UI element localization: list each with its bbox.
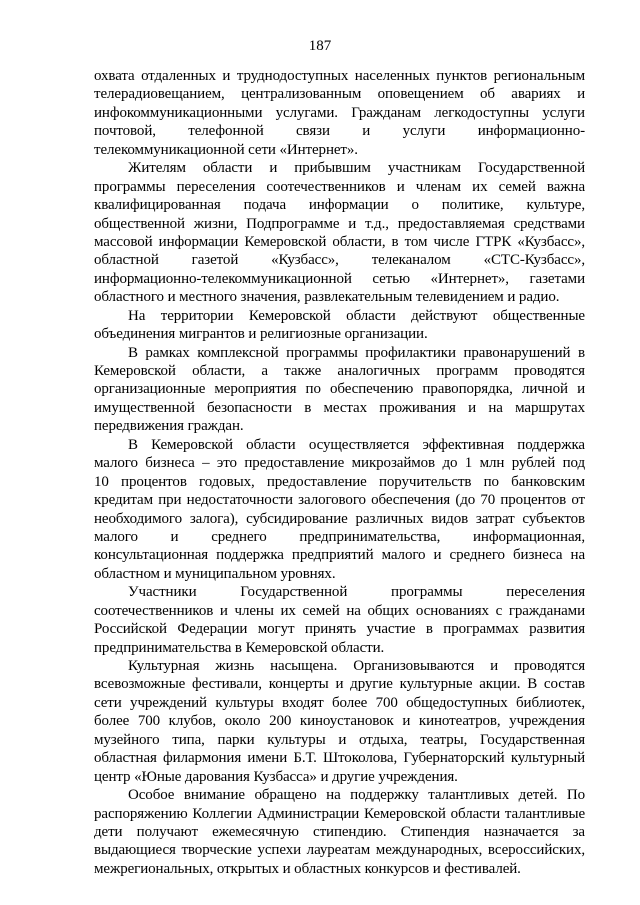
text-line: Кемеровской области, а также аналогичных программ проводятся bbox=[94, 363, 585, 379]
text-line: имущественной безопасности в местах проживания и на маршрутах bbox=[94, 399, 585, 416]
paragraph bbox=[94, 657, 585, 786]
text-line: программы переселения соотечественников и членам их семей важна bbox=[94, 178, 585, 195]
text-line: межрегиональных, открытых и областных конкурсов и фестивалей. bbox=[94, 860, 521, 877]
text-line: центр «Юные дарования Кузбасса» и другие учреждения. bbox=[94, 768, 458, 785]
text-line: В рамках комплексной программы профилактики правонарушений в bbox=[128, 344, 585, 361]
page-number: 187 bbox=[308, 38, 332, 54]
text-line: распоряжению Коллегии Администрации Кемеровской области талантливые bbox=[94, 805, 585, 822]
text-line: 10 процентов годовых, предоставление поручительств по банковским bbox=[94, 473, 585, 490]
text-line: областной газетой «Кузбасс», телеканалом «СТС-Кузбасс», bbox=[94, 252, 585, 269]
text-line: В Кемеровской области осуществляется эффективная поддержка bbox=[128, 436, 585, 453]
text-line: охвата отдаленных и труднодоступных населенных пунктов региональным bbox=[94, 68, 585, 84]
text-line: Российской Федерации могут принять участие в программах развития bbox=[94, 621, 585, 638]
text-line: сети учреждений культуры входят более 700 общедоступных библиотек, bbox=[94, 694, 585, 711]
text-line: передвижения граждан. bbox=[94, 418, 244, 435]
text-line: Жителям области и прибывшим участникам Государственной bbox=[128, 160, 585, 177]
text-line: общественной жизни, Подпрограмме и т.д., предоставляемая средствами bbox=[94, 215, 585, 232]
text-line: массовой информации Кемеровской области, в том числе ГТРК «Кузбасс», bbox=[94, 233, 585, 250]
text-line: организационные мероприятия по обеспечению правопорядка, личной и bbox=[94, 381, 585, 398]
text-line: почтовой, телефонной связи и услуги информационно- bbox=[94, 123, 585, 140]
text-line: предпринимательства в Кемеровской области. bbox=[94, 639, 385, 656]
text-line: соотечественников и члены их семей на общих основаниях с гражданами bbox=[94, 602, 585, 619]
paragraph bbox=[94, 786, 585, 878]
paragraph bbox=[94, 344, 585, 436]
text-line: всевозможные фестивали, концерты и другие культурные акции. В состав bbox=[94, 676, 585, 693]
text-line: квалифицированная подача информации о политике, культуре, bbox=[94, 197, 585, 214]
text-line: объединения мигрантов и религиозные организации. bbox=[94, 326, 428, 343]
text-line: консультационная поддержка предприятий малого и среднего бизнеса на bbox=[94, 547, 585, 564]
text-line: Особое внимание обращено на поддержку талантливых детей. По bbox=[128, 787, 585, 804]
text-line: информационно-телекоммуникационной сетью «Интернет», газетами bbox=[94, 270, 585, 287]
text-line: выдающиеся творческие успехи лауреатам международных, всероссийских, bbox=[94, 842, 585, 859]
text-line: малого бизнеса – это предоставление микрозаймов до 1 млн рублей под bbox=[94, 455, 585, 472]
paragraph bbox=[94, 307, 585, 344]
text-line: областного и местного значения, развлекательным телевидением и радио. bbox=[94, 289, 560, 306]
paragraph bbox=[94, 436, 585, 584]
paragraph bbox=[94, 67, 585, 159]
paragraph bbox=[94, 583, 585, 657]
text-line: малого и среднего предпринимательства, информационная, bbox=[94, 528, 585, 545]
text-line: музейного типа, парки культуры и отдыха, театры, Государственная bbox=[94, 731, 585, 748]
text-line: Культурная жизнь насыщена. Организовываются и проводятся bbox=[128, 658, 585, 674]
text-line: областная филармония имени Б.Т. Штоколова, Губернаторский культурный bbox=[94, 750, 585, 767]
text-line: кредитам при недостаточности залогового обеспечения (до 70 процентов от bbox=[94, 492, 585, 509]
text-line: областном и муниципальном уровнях. bbox=[94, 565, 336, 582]
text-line: На территории Кемеровской области действуют общественные bbox=[128, 307, 585, 324]
paragraph bbox=[94, 159, 585, 307]
text-line: телерадиовещанием, централизованным оповещением об авариях и bbox=[94, 86, 585, 103]
text-line: необходимого залога), субсидирование различных видов затрат субъектов bbox=[94, 510, 585, 527]
text-line: Участники Государственной программы переселения bbox=[128, 584, 585, 601]
text-line: инфокоммуникационными услугами. Гражданам легкодоступны услуги bbox=[94, 104, 585, 121]
text-line: дети получают ежемесячную стипендию. Стипендия назначается за bbox=[94, 823, 585, 840]
text-line: более 700 клубов, около 200 киноустановок и кинотеатров, учреждения bbox=[94, 713, 585, 730]
text-line: телекоммуникационной сети «Интернет». bbox=[94, 141, 358, 158]
document-body bbox=[94, 67, 585, 878]
